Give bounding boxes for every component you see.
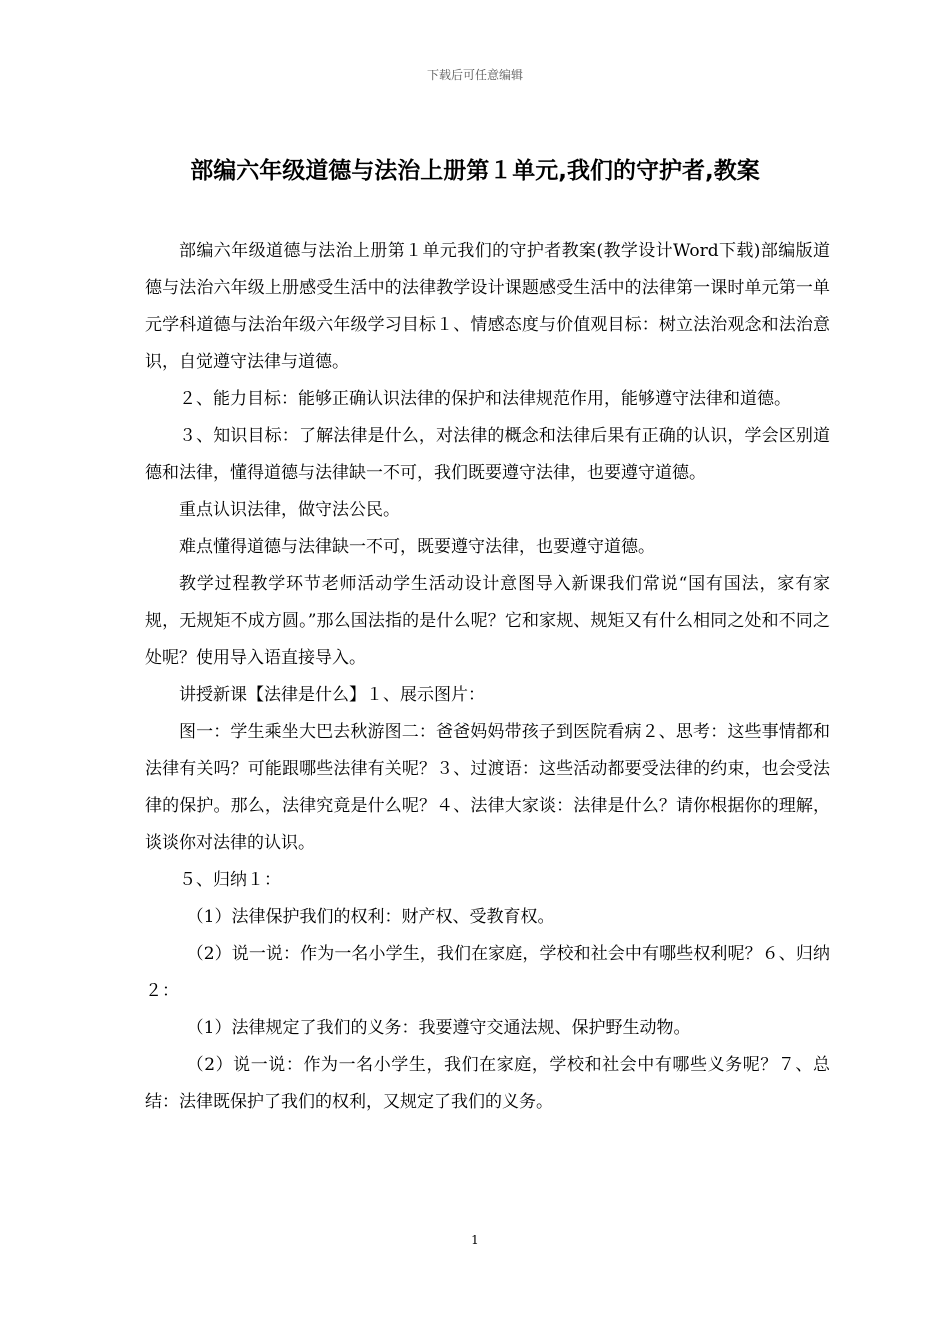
paragraph-difficulty: 难点懂得道德与法律缺一不可，既要遵守法律，也要遵守道德。 — [179, 537, 655, 557]
page-number: 1 — [471, 1233, 479, 1247]
page-header-note: 下载后可任意编辑 — [426, 68, 523, 82]
paragraph-key-point: 重点认识法律，做守法公民。 — [179, 500, 400, 520]
paragraph-knowledge-goal: ３、知识目标：了解法律是什么，对法律的概念和法律后果有正确的认识，学会区别道德和法律，懂得道德与法律缺一不可，我们既要遵守法律，也要遵守道德。 — [145, 426, 830, 483]
document-body — [145, 233, 830, 1121]
paragraph-pictures: 图一：学生乘坐大巴去秋游图二：爸爸妈妈带孩子到医院看病２、思考：这些事情都和法律有关吗？可能跟哪些法律有关呢？３、过渡语：这些活动都要受法律的约束，也会受法律的保护。那么，法律究竟是什么呢？４、法律大家谈：法律是什么？请你根据你的理解，谈谈你对法律的认识。 — [145, 722, 830, 853]
paragraph-ability-goal: ２、能力目标：能够正确认识法律的保护和法律规范作用，能够遵守法律和道德。 — [179, 389, 791, 409]
paragraph-new-lesson: 讲授新课【法律是什么】１、展示图片： — [179, 685, 485, 705]
paragraph-duties-discuss: （2）说一说：作为一名小学生，我们在家庭，学校和社会中有哪些义务呢？７、总结：法律既保护了我们的权利，又规定了我们的义务。 — [145, 1055, 830, 1112]
paragraph-duties: （1）法律规定了我们的义务：我要遵守交通法规、保护野生动物。 — [186, 1018, 691, 1038]
paragraph-summary-1: ５、归纳１： — [179, 870, 281, 890]
paragraph-intro: 部编六年级道德与法治上册第１单元我们的守护者教案(教学设计Word下载)部编版道德与法治六年级上册感受生活中的法律教学设计课题感受生活中的法律第一课时单元第一单元学科道德与法治年级六年级学习目标１、情感态度与价值观目标：树立法治观念和法治意识，自觉遵守法律与道德。 — [145, 241, 830, 372]
paragraph-process: 教学过程教学环节老师活动学生活动设计意图导入新课我们常说“国有国法，家有家规，无规矩不成方圆。”那么国法指的是什么呢？它和家规、规矩又有什么相同之处和不同之处呢？使用导入语直接导入。 — [145, 574, 830, 668]
paragraph-rights: （1）法律保护我们的权利：财产权、受教育权。 — [186, 907, 555, 927]
paragraph-rights-discuss: （2）说一说：作为一名小学生，我们在家庭，学校和社会中有哪些权利呢？６、归纳２： — [145, 944, 830, 1001]
document-title: 部编六年级道德与法治上册第１单元,我们的守护者,教案 — [190, 158, 760, 184]
